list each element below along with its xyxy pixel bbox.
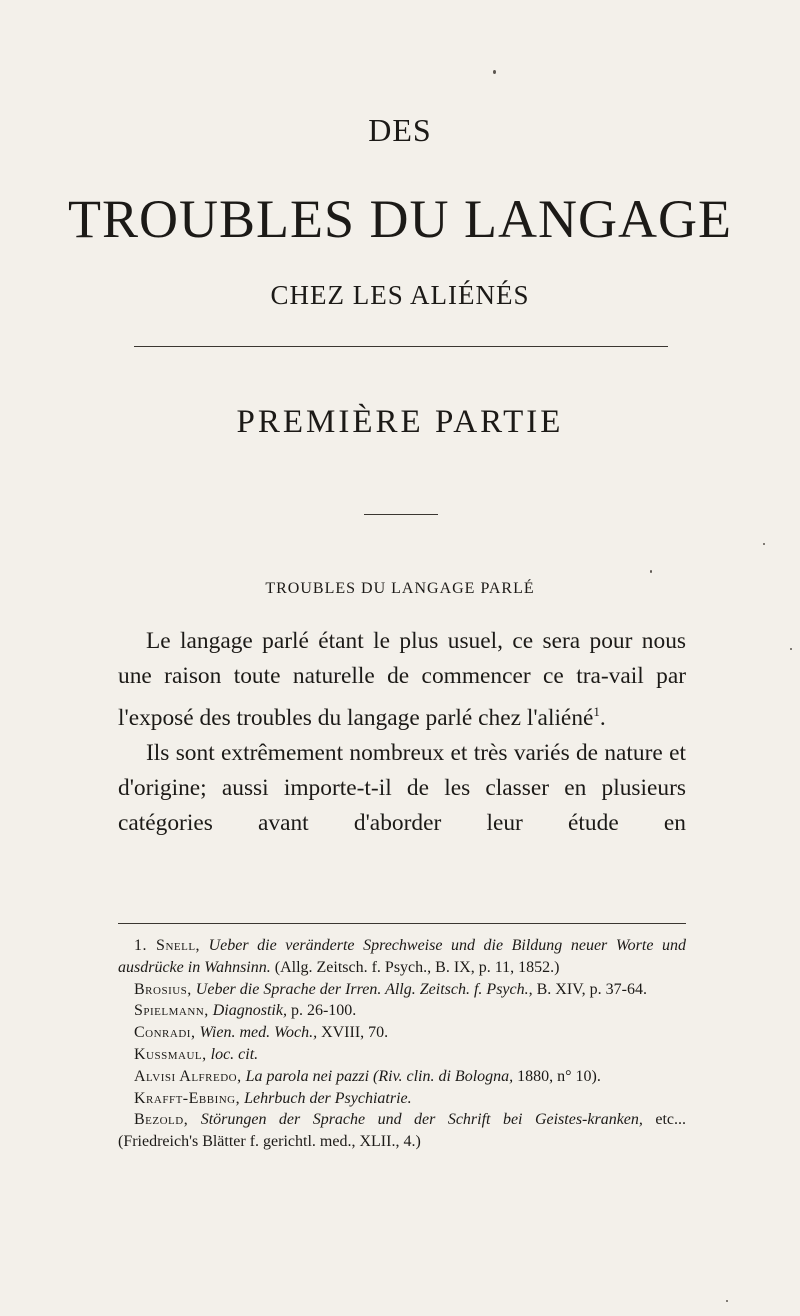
paper-speck (493, 70, 496, 74)
footnote-ref: XVIII, 70. (321, 1024, 389, 1042)
footnote (118, 1044, 686, 1066)
footnote-title: Ueber die veränderte Sprechweise und die Bildung neuer Worte und ausdrücke in Wahnsinn. (118, 937, 686, 976)
footnote-author: Bezold, (134, 1111, 189, 1129)
footnote-divider (118, 923, 686, 924)
footnote (118, 1109, 686, 1153)
footnote (118, 1088, 686, 1110)
footnote-author: Spielmann, (134, 1002, 209, 1020)
footnote-author: Alvisi Alfredo, (134, 1067, 242, 1085)
footnote-author: Kussmaul, (134, 1045, 207, 1063)
footnote-title: La parola nei pazzi (Riv. clin. di Bologna, (245, 1067, 514, 1085)
footnote (118, 1000, 686, 1022)
footnote-title: loc. cit. (210, 1045, 259, 1063)
footnote-title: Störungen der Sprache und der Schrift bei Geistes-kranken, (200, 1111, 643, 1129)
footnote-title: Diagnostik, (212, 1002, 287, 1020)
title-des: DES (368, 112, 432, 148)
paper-speck (650, 570, 652, 573)
paper-speck (763, 543, 765, 545)
footnote (118, 935, 686, 979)
footnote-marker: 1 (593, 704, 600, 719)
footnote-ref: etc... (Friedreich's Blätter f. gerichtl. med., XLII., 4.) (118, 1111, 687, 1151)
footnote-ref: B. XIV, p. 37-64. (536, 980, 647, 998)
part-divider (364, 514, 438, 515)
title-divider (134, 346, 668, 347)
footnote-ref: p. 26-100. (290, 1002, 357, 1020)
footnote-ref: 1880, n° 10). (517, 1067, 601, 1085)
paragraph-1-text: Le langage parlé étant le plus usuel, ce sera pour nous une raison toute naturelle de commencer ce tra-vail par l'exposé des troubles du langage parlé chez l'aliéné (118, 628, 686, 731)
footnote-title: Lehrbuch der Psychiatrie. (244, 1089, 412, 1107)
part-title: PREMIÈRE PARTIE (236, 404, 564, 440)
footnote-title: Ueber die Sprache der Irren. Allg. Zeitsch. f. Psych., (195, 980, 533, 998)
footnote-author: Conradi, (134, 1024, 196, 1042)
footnote (118, 1022, 686, 1044)
body-text (118, 624, 686, 841)
footnote-ref: (Allg. Zeitsch. f. Psych., B. IX, p. 11, 1852.) (274, 958, 560, 976)
paper-speck (726, 1300, 728, 1302)
footnote-author: Krafft-Ebbing, (134, 1089, 241, 1107)
footnote-title: Wien. med. Woch., (199, 1024, 318, 1042)
paragraph-2: Ils sont extrêmement nombreux et très variés de nature et d'origine; aussi importe-t-il de les classer en plusieurs catégories avant d'aborder leur étude en (118, 739, 686, 836)
section-title: TROUBLES DU LANGAGE PARLÉ (265, 580, 535, 597)
subtitle: CHEZ LES ALIÉNÉS (270, 280, 530, 310)
paragraph-1 (118, 624, 686, 736)
footnotes (118, 935, 686, 1153)
footnote-author: Brosius, (134, 980, 192, 998)
paper-speck (790, 648, 792, 650)
main-title: TROUBLES DU LANGAGE (68, 189, 732, 249)
paragraph-1-end: . (599, 704, 606, 731)
footnote (118, 1066, 686, 1088)
footnote (118, 979, 686, 1001)
footnote-author: 1. Snell, (134, 937, 201, 954)
